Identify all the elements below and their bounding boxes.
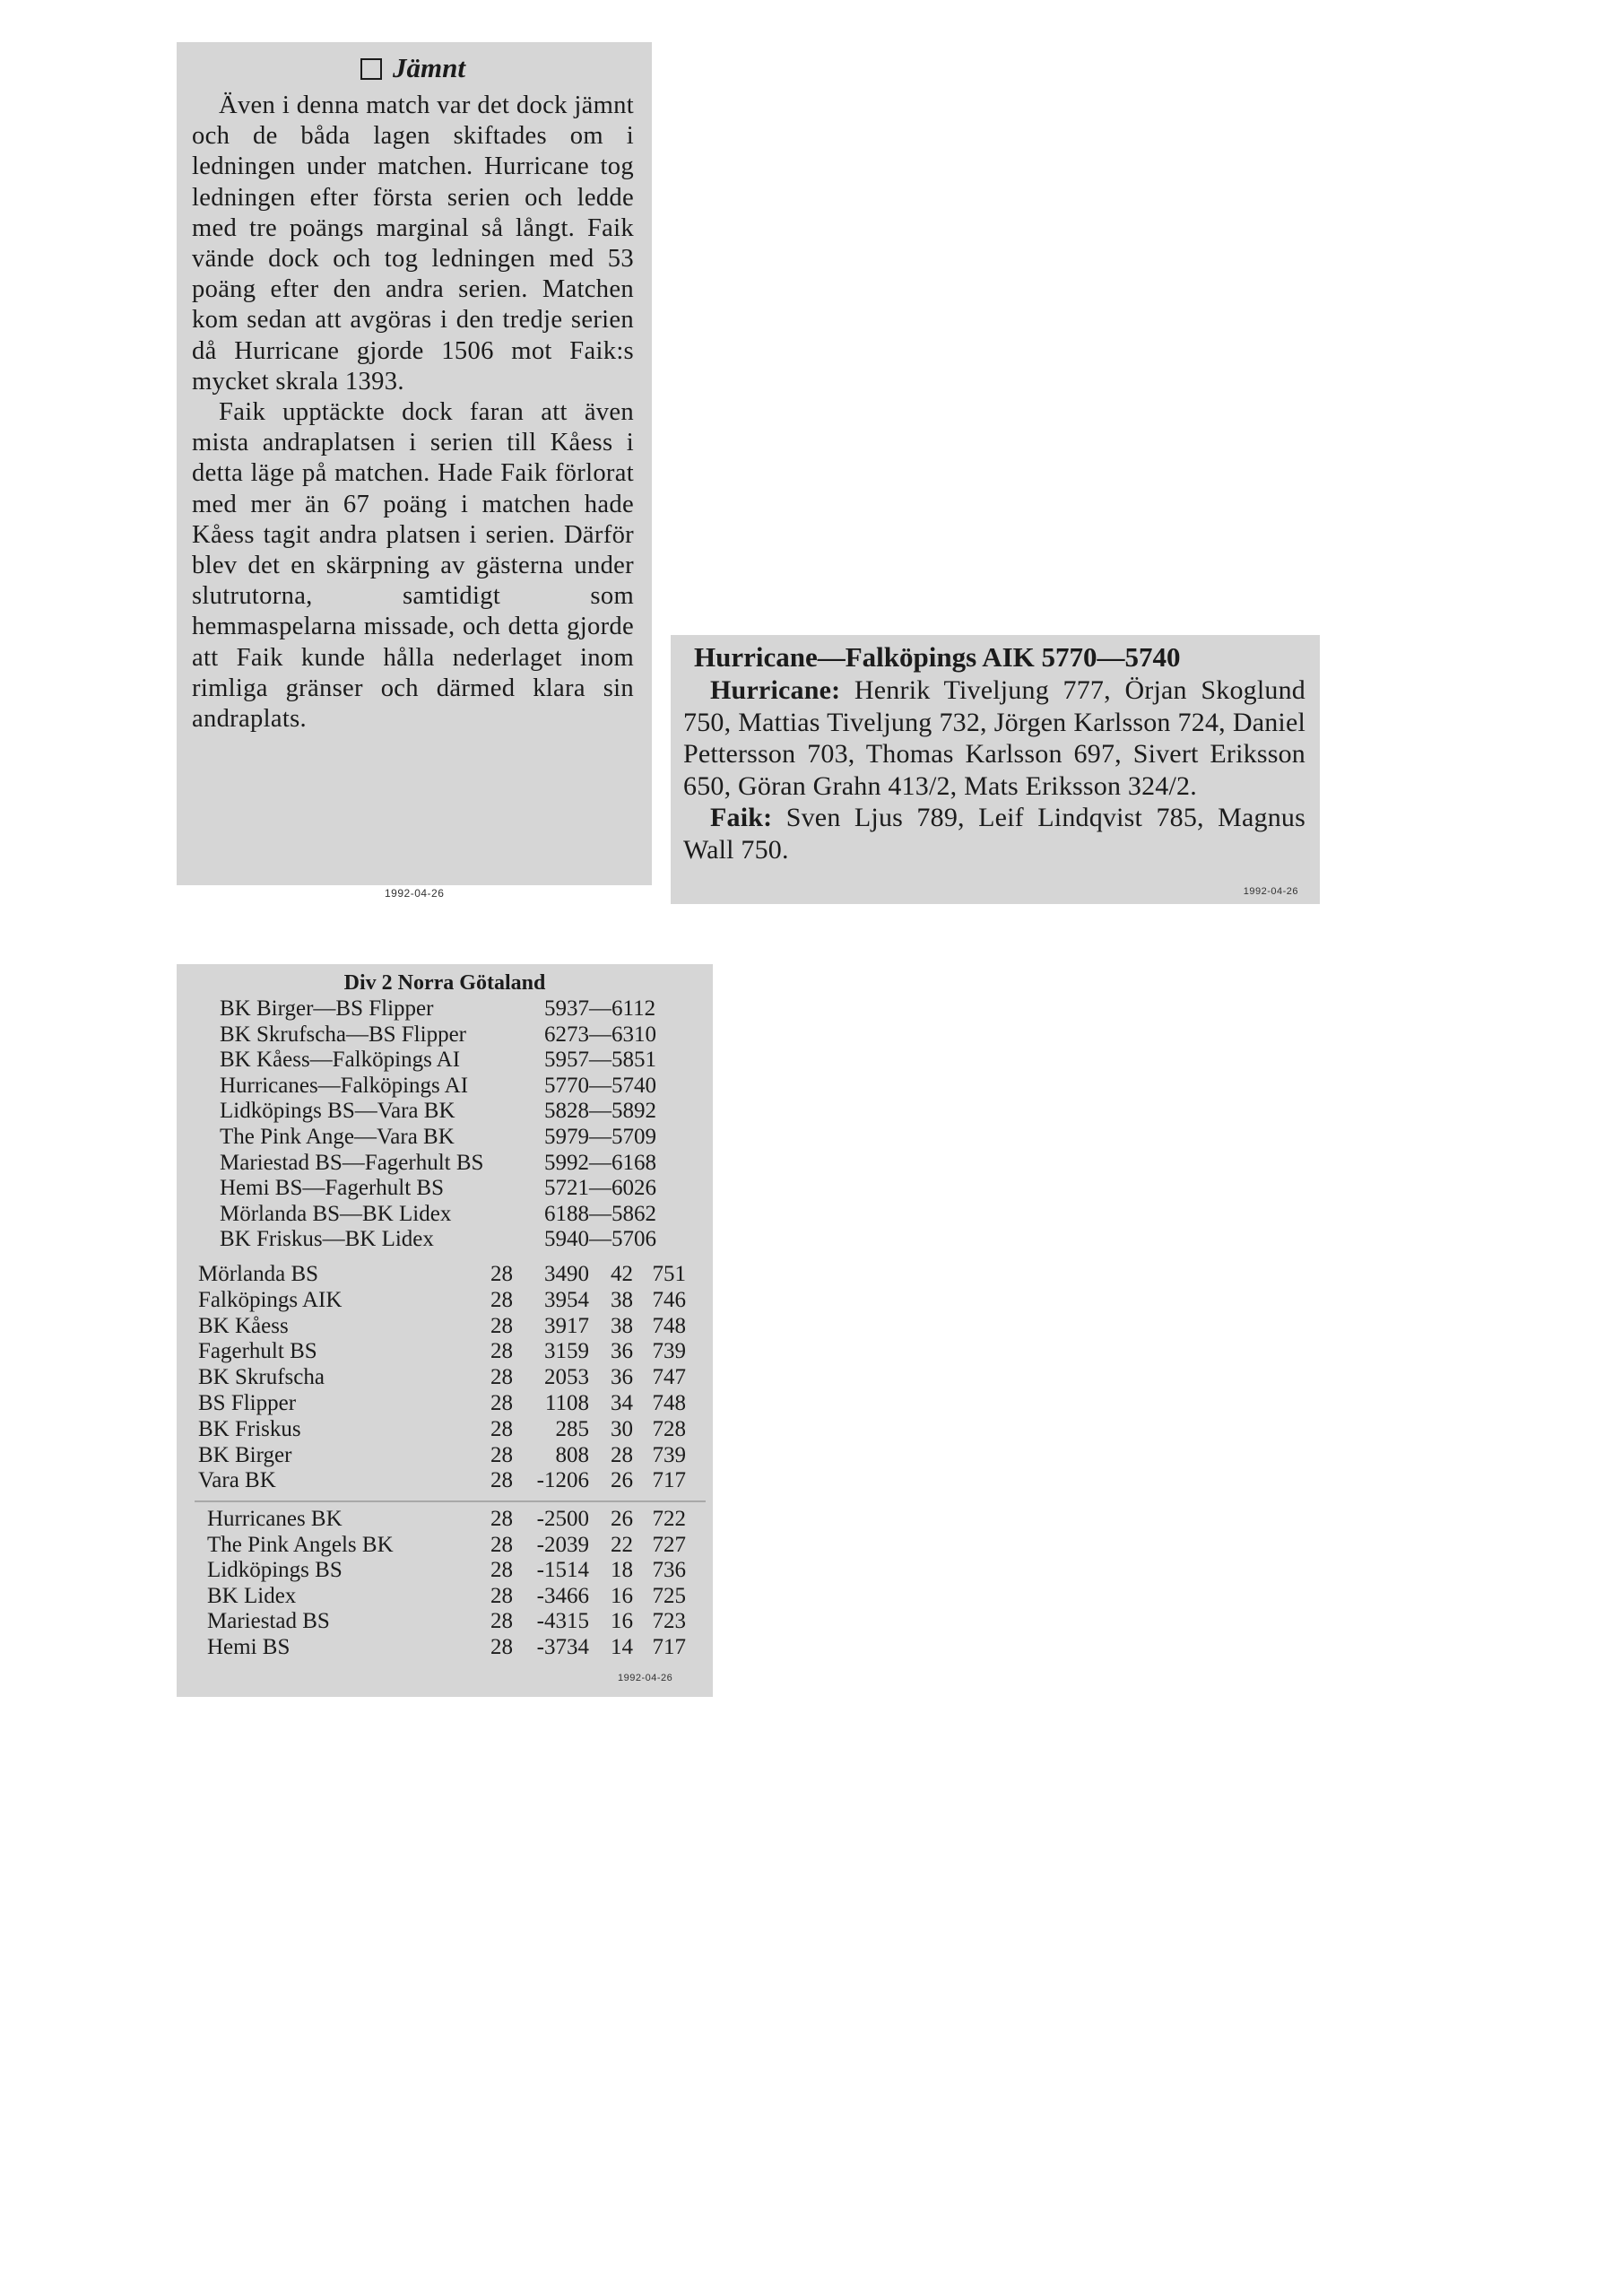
standings-played: 28 <box>490 1507 513 1531</box>
standings-played: 28 <box>490 1635 513 1659</box>
standings-avg: 746 <box>652 1287 686 1312</box>
standings-pts: 26 <box>611 1507 633 1531</box>
standings-row <box>177 1261 713 1287</box>
standings-avg: 747 <box>652 1365 686 1390</box>
faik-players: Sven Ljus 789, Leif Lindqvist 785, Magnus Wall 750. <box>683 803 1305 865</box>
result-row <box>177 1124 706 1150</box>
team-name: BK Lidex <box>207 1583 297 1608</box>
standings-row <box>177 1506 713 1532</box>
result-score: 5770—5740 <box>544 1073 656 1098</box>
result-score: 5979—5709 <box>544 1125 656 1149</box>
team-name: BK Birger <box>198 1442 292 1467</box>
standings-row <box>177 1442 713 1468</box>
standings-played: 28 <box>490 1416 513 1441</box>
result-match: The Pink Ange—Vara BK <box>220 1125 455 1149</box>
standings-row <box>177 1608 713 1634</box>
result-match: BK Friskus—BK Lidex <box>220 1227 434 1252</box>
standings-diff: -3466 <box>536 1583 589 1608</box>
standings-pts: 26 <box>611 1468 633 1493</box>
standings-diff: 3917 <box>544 1313 589 1338</box>
standings-clipping <box>177 964 713 1697</box>
standings-avg: 717 <box>652 1468 686 1493</box>
standings-avg: 736 <box>652 1558 686 1583</box>
standings-diff: 285 <box>555 1416 589 1441</box>
faik-lineup <box>683 802 1305 865</box>
standings-diff: -1206 <box>536 1468 589 1493</box>
date-stamp: 1992-04-26 <box>1243 886 1298 897</box>
standings-diff: 808 <box>555 1442 589 1467</box>
standings-row <box>177 1364 713 1390</box>
standings-row <box>177 1313 713 1339</box>
standings-diff: -1514 <box>536 1558 589 1583</box>
result-row <box>177 1098 706 1124</box>
standings-pts: 22 <box>611 1532 633 1557</box>
article-heading-text: Jämnt <box>393 52 465 83</box>
result-score: 6188—5862 <box>544 1201 656 1226</box>
result-score: 5940—5706 <box>544 1227 656 1252</box>
standings-pts: 42 <box>611 1262 633 1286</box>
standings-pts: 28 <box>611 1442 633 1467</box>
result-score: 5957—5851 <box>544 1048 656 1073</box>
result-score: 6273—6310 <box>544 1022 656 1047</box>
result-row <box>177 1175 706 1201</box>
hurricane-players: Henrik Tiveljung 777, Örjan Skoglund 750, Mattias Tiveljung 732, Jörgen Karlsson 724, Daniel Pettersson 703, Thomas Karlsson 697, Sivert Eriksson 650, Göran Grahn 413/2, Mats Eriksson 324/2. <box>683 675 1305 801</box>
result-match: Mariestad BS—Fagerhult BS <box>220 1150 484 1175</box>
team-name: Vara BK <box>198 1468 276 1493</box>
article-clipping <box>177 42 652 900</box>
result-score: 5992—6168 <box>544 1150 656 1175</box>
hurricane-label: Hurricane: <box>710 675 841 705</box>
result-row <box>177 1073 706 1099</box>
lineup-clipping <box>671 635 1320 904</box>
standings-pts: 34 <box>611 1391 633 1415</box>
standings-avg: 717 <box>652 1635 686 1659</box>
standings-row <box>177 1390 713 1416</box>
result-row <box>177 1201 706 1227</box>
team-name: BK Skrufscha <box>198 1365 325 1390</box>
date-stamp: 1992-04-26 <box>385 887 445 900</box>
team-name: The Pink Angels BK <box>207 1532 394 1557</box>
result-match: Mörlanda BS—BK Lidex <box>220 1201 452 1226</box>
team-name: Hurricanes BK <box>207 1507 343 1531</box>
result-match: Hurricanes—Falköpings AI <box>220 1073 469 1098</box>
result-row <box>177 1226 706 1252</box>
standings-pts: 16 <box>611 1609 633 1634</box>
standings-played: 28 <box>490 1365 513 1390</box>
team-name: Lidköpings BS <box>207 1558 343 1583</box>
result-match: Lidköpings BS—Vara BK <box>220 1099 455 1124</box>
standings-row <box>177 1634 713 1660</box>
standings-played: 28 <box>490 1558 513 1583</box>
standings-played: 28 <box>490 1583 513 1608</box>
team-name: BK Friskus <box>198 1416 301 1441</box>
standings-played: 28 <box>490 1287 513 1312</box>
standings-avg: 751 <box>652 1262 686 1286</box>
standings-played: 28 <box>490 1468 513 1493</box>
faik-label: Faik: <box>710 803 773 833</box>
result-row <box>177 996 706 1022</box>
standings-played: 28 <box>490 1532 513 1557</box>
hurricane-lineup <box>683 674 1305 802</box>
team-name: Mariestad BS <box>207 1609 330 1634</box>
table-divider <box>195 1500 706 1502</box>
result-score: 5937—6112 <box>544 996 656 1021</box>
standings-avg: 739 <box>652 1442 686 1467</box>
result-row <box>177 1047 706 1073</box>
team-name: Hemi BS <box>207 1635 291 1659</box>
standings-diff: -3734 <box>536 1635 589 1659</box>
standings-row <box>177 1532 713 1558</box>
standings-pts: 18 <box>611 1558 633 1583</box>
standings-pts: 36 <box>611 1339 633 1364</box>
standings-avg: 728 <box>652 1416 686 1441</box>
article-paragraph-1: Även i denna match var det dock jämnt och de båda lagen skiftades om i ledningen under matchen. Hurricane tog ledningen efter första serien och ledde med tre poängs marginal så långt. Faik vände dock och tog ledningen med 53 poäng efter den andra serien. Matchen kom sedan att avgöras i den tredje serien då Hurricane gjorde 1506 mot Faik:s mycket skrala 1393. <box>192 91 634 396</box>
standings-row <box>177 1338 713 1364</box>
standings-row <box>177 1416 713 1442</box>
checkbox-square-icon <box>360 58 382 80</box>
standings-avg: 748 <box>652 1313 686 1338</box>
result-match: BK Birger—BS Flipper <box>220 996 434 1021</box>
team-name: BS Flipper <box>198 1391 297 1415</box>
standings-played: 28 <box>490 1391 513 1415</box>
standings-pts: 16 <box>611 1583 633 1608</box>
standings-played: 28 <box>490 1442 513 1467</box>
standings-row <box>177 1467 713 1493</box>
standings-diff: 2053 <box>544 1365 589 1390</box>
standings-row <box>177 1583 713 1609</box>
standings-avg: 723 <box>652 1609 686 1634</box>
standings-diff: -2500 <box>536 1507 589 1531</box>
result-match: Hemi BS—Fagerhult BS <box>220 1176 445 1201</box>
standings-avg: 748 <box>652 1391 686 1415</box>
result-match: BK Kåess—Falköpings AI <box>220 1048 461 1073</box>
standings-diff: 1108 <box>544 1391 589 1415</box>
standings-avg: 727 <box>652 1532 686 1557</box>
standings-diff: -2039 <box>536 1532 589 1557</box>
standings-diff: 3490 <box>544 1262 589 1286</box>
standings-avg: 722 <box>652 1507 686 1531</box>
match-title: Hurricane—Falköpings AIK 5770—5740 <box>694 641 1181 673</box>
standings-played: 28 <box>490 1609 513 1634</box>
standings-pts: 30 <box>611 1416 633 1441</box>
standings-row <box>177 1557 713 1583</box>
standings-played: 28 <box>490 1313 513 1338</box>
result-score: 5721—6026 <box>544 1176 656 1201</box>
team-name: Falköpings AIK <box>198 1287 343 1312</box>
date-stamp: 1992-04-26 <box>618 1673 673 1683</box>
division-title: Div 2 Norra Götaland <box>343 971 546 995</box>
standings-avg: 739 <box>652 1339 686 1364</box>
article-paragraph-2: Faik upptäckte dock faran att även mista andraplatsen i serien till Kåess i detta läge på matchen. Hade Faik förlorat med mer än 67 poäng i matchen hade Kåess tagit andra platsen i serien. Därför blev det en skärpning av gästerna under slutrutorna, samtidigt som hemmaspelarna missade, och detta gjorde att Faik kunde hålla nederlaget inom rimliga gränser och därmed klara sin andraplats. <box>192 398 634 734</box>
standings-row <box>177 1287 713 1313</box>
result-match: BK Skrufscha—BS Flipper <box>220 1022 466 1047</box>
standings-pts: 38 <box>611 1287 633 1312</box>
team-name: BK Kåess <box>198 1313 289 1338</box>
standings-diff: -4315 <box>536 1609 589 1634</box>
article-heading <box>192 53 634 83</box>
standings-pts: 38 <box>611 1313 633 1338</box>
result-row <box>177 1150 706 1176</box>
standings-diff: 3159 <box>544 1339 589 1364</box>
standings-pts: 14 <box>611 1635 633 1659</box>
standings-diff: 3954 <box>544 1287 589 1312</box>
result-row <box>177 1022 706 1048</box>
team-name: Fagerhult BS <box>198 1339 317 1364</box>
team-name: Mörlanda BS <box>198 1262 319 1286</box>
result-score: 5828—5892 <box>544 1099 656 1124</box>
standings-avg: 725 <box>652 1583 686 1608</box>
standings-played: 28 <box>490 1262 513 1286</box>
standings-pts: 36 <box>611 1365 633 1390</box>
standings-played: 28 <box>490 1339 513 1364</box>
